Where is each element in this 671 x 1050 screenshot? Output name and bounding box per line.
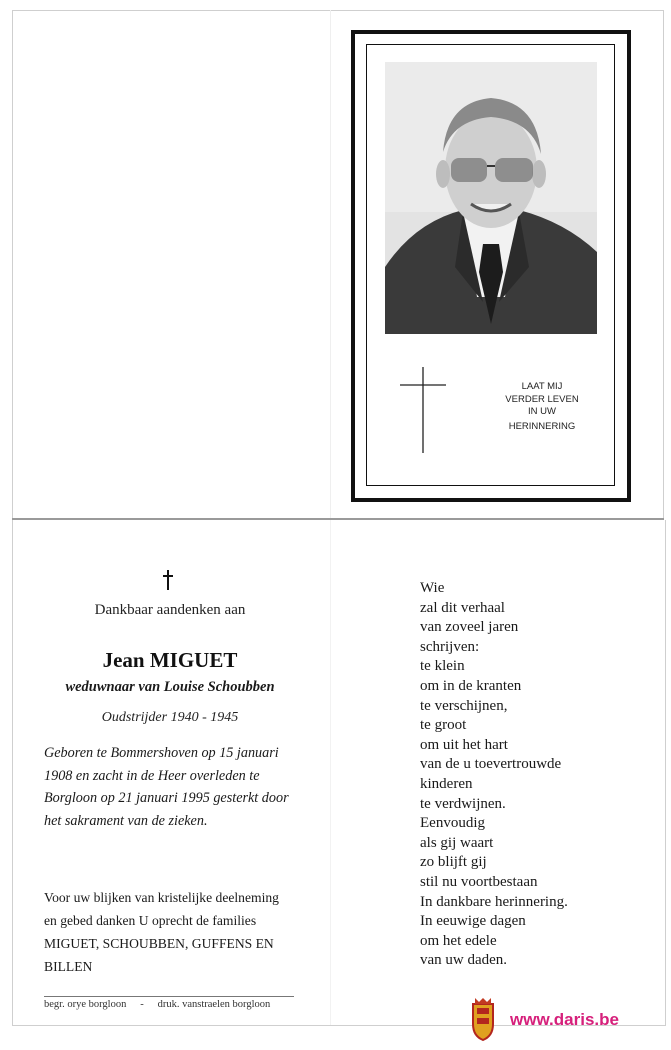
poem-line: schrijven: [420,638,480,655]
poem-line: van de u toevertrouwde [420,756,562,773]
poem-line: zo blijft gij [420,854,487,871]
thanks-line: MIGUET, SCHOUBBEN, GUFFENS EN [44,936,274,951]
caption-line: IN UW [528,406,556,417]
bio-line: Borgloon op 21 januari 1995 gesterkt door [44,790,289,806]
poem-line: zal dit verhaal [420,599,505,616]
small-cross-icon [162,570,174,590]
footer-rule [44,996,294,997]
poem-line: te klein [420,658,465,675]
poem-line: te groot [420,717,467,734]
caption-line: LAAT MIJ [521,381,563,392]
thanks-line: Voor uw blijken van kristelijke deelneming [44,890,279,905]
thanks-paragraph [44,886,300,978]
cross-icon [400,367,448,453]
poem-line: om uit het hart [420,736,508,753]
poem-line: kinderen [420,775,473,792]
bio-line: 1908 en zacht in de Heer overleden te [44,767,260,784]
caption-line: VERDER LEVEN [505,393,579,405]
widower-line: weduwnaar van Louise Schoubben [65,679,275,695]
poem-line: te verschijnen, [420,697,508,714]
biography [44,742,298,832]
deceased-name: Jean MIGUET [102,648,238,672]
poem-line: In eeuwige dagen [420,913,526,930]
bio-line: het sakrament van de zieken. [44,812,208,829]
credits-separator: - [140,999,144,1010]
caption-line: HERINNERING [508,420,576,432]
thanks-line: BILLEN [44,959,93,974]
printer-name: druk. vanstraelen borgloon [157,999,271,1010]
veteran-line: Oudstrijder 1940 - 1945 [101,710,239,725]
portrait-photo [385,62,597,334]
poem-line: om in de kranten [420,677,522,694]
poem-line: te verdwijnen. [420,795,506,812]
poem-line: stil nu voortbestaan [420,873,538,890]
poem-line: Eenvoudig [420,815,485,832]
poem-line: als gij waart [420,834,494,851]
thanks-line: en gebed danken U oprecht de families [44,913,257,928]
poem-line: van zoveel jaren [420,619,519,636]
poem-line: van uw daden. [420,952,508,969]
poem-line: om het edele [420,932,497,949]
crest-icon [469,998,497,1042]
card-center-crease-bottom [330,520,331,1025]
footer-credits [44,999,304,1010]
poem-line: Wie [420,580,445,596]
watermark-url[interactable]: www.daris.be [510,1010,619,1029]
memorial-poem [420,579,620,971]
poem-line: In dankbare herinnering. [420,893,568,910]
funeral-director: begr. orye borgloon [44,999,127,1010]
portrait-caption [490,381,594,433]
card-center-crease-top [330,10,331,518]
bio-line: Geboren te Bommershoven op 15 januari [44,745,279,761]
remembrance-heading: Dankbaar aandenken aan [94,602,246,618]
